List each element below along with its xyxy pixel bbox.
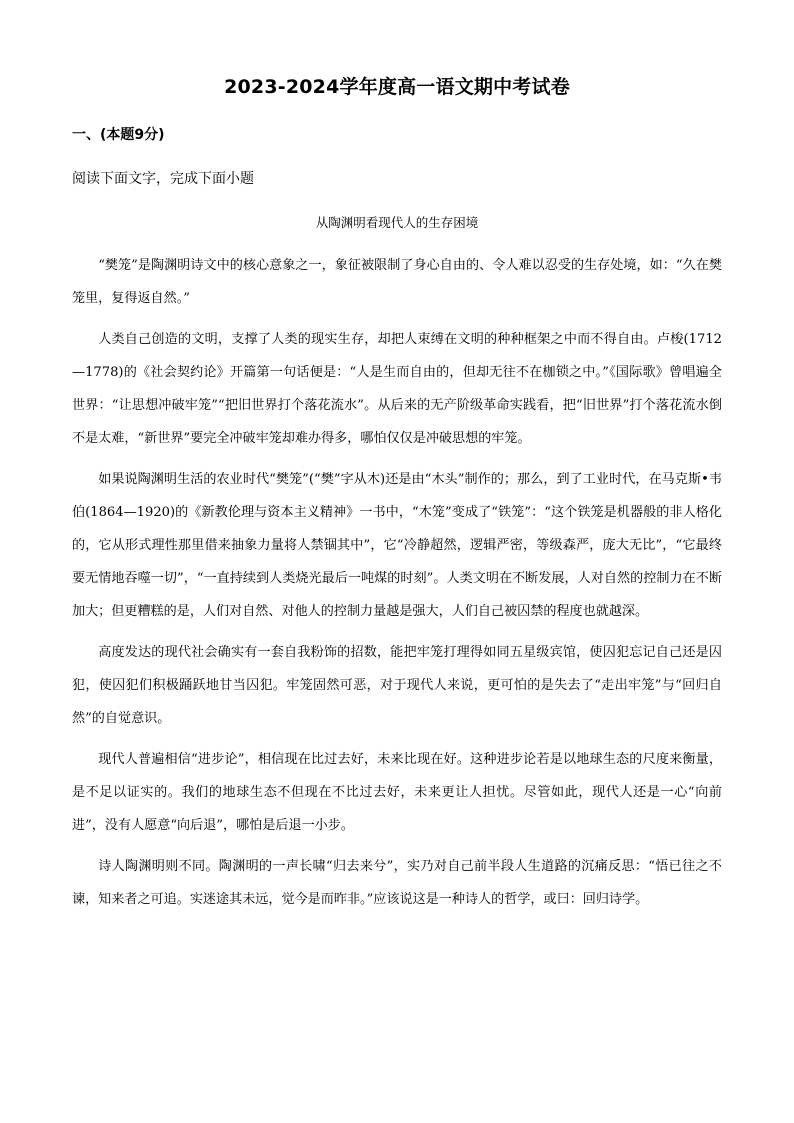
- article-title: 从陶渊明看现代人的生存困境: [315, 215, 479, 230]
- article-paragraph-1: “樊笼”是陶渊明诗文中的核心意象之一，象征被限制了身心自由的、令人难以忍受的生存处境，如：“久在樊笼里，复得返自然。”: [72, 258, 722, 306]
- article-paragraph-6: 诗人陶渊明则不同。陶渊明的一声长啸“归去来兮”，实乃对自己前半段人生道路的沉痛反思：“悟已往之不谏，知来者之可追。实迷途其未远，觉今是而昨非。”应该说这是一种诗人的哲学，或曰：回归诗学。: [72, 859, 722, 907]
- reading-instruction: 阅读下面文字，完成下面小题: [72, 171, 254, 187]
- section-heading: 一、(本题9分): [72, 127, 165, 143]
- article-paragraph-2: 人类自己创造的文明，支撑了人类的现实生存，却把人束缚在文明的种种框架之中而不得自由。卢梭(1712—1778)的《社会契约论》开篇第一句话便是：“人是生而自由的，但却无往不在枷锁之中。”《国际歌》曾唱遍全世界：“让思想冲破牢笼”“把旧世界打个落花流水”。从后来的无产阶级革命实践看，把“旧世界”打个落花流水倒不是太难，“新世界”要完全冲破牢笼却难办得多，哪怕仅仅是冲破思想的牢笼。: [72, 332, 722, 446]
- article-paragraph-3: 如果说陶渊明生活的农业时代“樊笼”(“樊”字从木)还是由“木头”制作的；那么，到了工业时代，在马克斯•韦伯(1864—1920)的《新教伦理与资本主义精神》一书中，“木笼”变成了“铁笼”：“这个铁笼是机器般的非人格化的，它从形式理性那里借来抽象力量将人禁锢其中”，它“冷静超然，逻辑严密，等级森严，庞大无比”，“它最终要无情地吞噬一切”，“一直持续到人类烧光最后一吨煤的时刻”。人类文明在不断发展，人对自然的控制力在不断加大；但更糟糕的是，人们对自然、对他人的控制力量越是强大，人们自己被囚禁的程度也就越深。: [72, 472, 722, 619]
- article-body: [72, 249, 722, 924]
- article-paragraph-5: 现代人普遍相信“进步论”，相信现在比过去好，未来比现在好。这种进步论若是以地球生态的尺度来衡量，是不足以证实的。我们的地球生态不但现在不比过去好，未来更让人担忧。尽管如此，现代人还是一心“向前进”，没有人愿意“向后退”，哪怕是后退一小步。: [72, 752, 722, 833]
- article-paragraph-4: 高度发达的现代社会确实有一套自我粉饰的招数，能把牢笼打理得如同五星级宾馆，使囚犯忘记自己还是囚犯，使囚犯们积极踊跃地甘当囚犯。牢笼固然可恶，对于现代人来说，更可怕的是失去了“走出牢笼”与“回归自然”的自觉意识。: [72, 645, 722, 726]
- exam-title: 2023-2024学年度高一语文期中考试卷: [224, 76, 570, 98]
